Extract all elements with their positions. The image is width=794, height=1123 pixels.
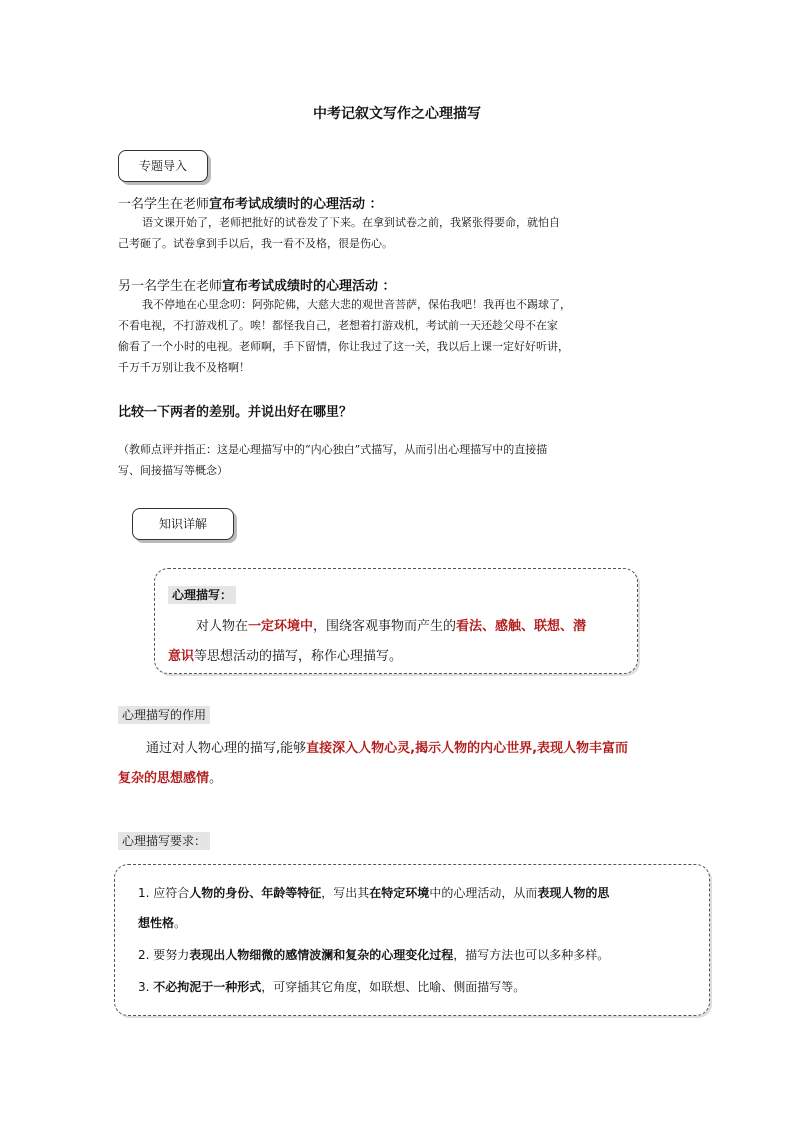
requirement-item-3: 3. 不必拘泥于一种形式，可穿插其它角度，如联想、比喻、侧面描写等。 — [138, 980, 526, 994]
section-tag-knowledge: 知识详解 — [132, 508, 234, 540]
effect-text: 通过对人物心理的描写,能够直接深入人物心灵,揭示人物的内心世界,表现人物丰富而 复杂的思想感情。 — [118, 741, 629, 786]
teacher-note: （教师点评并指正：这是心理描写中的“内心独白”式描写，从而引出心理描写中的直接描 写、间接描写等概念） — [118, 443, 548, 477]
effect-label: 心理描写的作用 — [118, 706, 210, 723]
requirement-item-1: 1. 应符合人物的身份、年龄等特征，写出其在特定环境中的心理活动，从而表现人物的思 想性格。 — [138, 886, 610, 930]
student1-paragraph: 语文课开始了，老师把批好的试卷发了下来。在拿到试卷之前，我紧张得要命，就怕自 己考砸了。试卷拿到手以后，我一看不及格，很是伤心。 — [118, 216, 560, 250]
definition-text: 对人物在一定环境中，围绕客观事物而产生的看法、感触、联想、潜 意识等思想活动的描写，称作心理描写。 — [168, 619, 587, 664]
section-tag-intro: 专题导入 — [118, 150, 208, 182]
student2-paragraph: 我不停地在心里念叨：阿弥陀佛，大慈大悲的观世音菩萨，保佑我吧！我再也不踢球了， 不看电视，不打游戏机了。唉！都怪我自己，老想着打游戏机，考试前一天还趁父母不在家 偷看了一个小时的电视。老师啊，手下留情，你让我过了这一关，我以后上课一定好好听讲， 千万千万别让我不及格啊！ — [118, 298, 571, 374]
requirement-item-2: 2. 要努力表现出人物细微的感情波澜和复杂的心理变化过程，描写方法也可以多种多样。 — [138, 948, 610, 962]
student1-heading: 一名学生在老师宣布考试成绩时的心理活动 ： — [118, 197, 383, 212]
definition-label: 心理描写： — [168, 586, 236, 603]
requirements-label: 心理描写要求： — [118, 832, 210, 849]
student2-heading: 另一名学生在老师宣布考试成绩时的心理活动 ： — [118, 279, 396, 294]
page-title: 中考记叙文写作之心理描写 — [313, 106, 481, 122]
comparison-question: 比较一下两者的差别。并说出好在哪里？ — [118, 405, 353, 420]
